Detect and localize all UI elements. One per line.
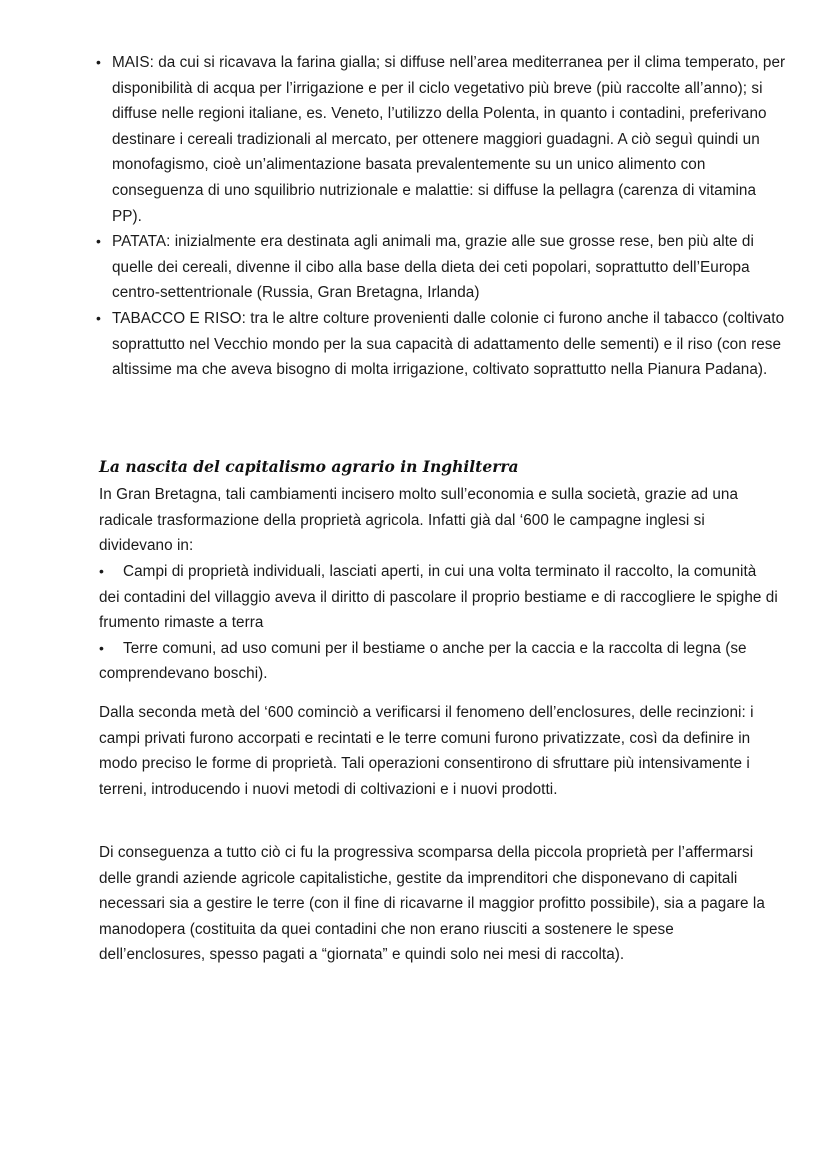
list-item-mais bbox=[98, 50, 788, 229]
list-item-terre-comuni bbox=[99, 636, 779, 687]
bullet-icon: • bbox=[99, 639, 104, 656]
list-item-campi bbox=[99, 559, 779, 636]
bullet-icon: • bbox=[96, 54, 101, 70]
list-item-text: PATATA: inizialmente era destinata agli animali ma, grazie alle sue grosse rese, ben più alte di quelle dei cereali, divenne il cibo alla base della dieta dei ceti popolari, soprattutto dell’Europa centro-settentrionale (Russia, Gran Bretagna, Irlanda) bbox=[112, 233, 754, 302]
list-item-text: Terre comuni, ad uso comuni per il bestiame o anche per la caccia e la raccolta di legna (se comprendevano boschi). bbox=[99, 639, 747, 683]
bullet-icon: • bbox=[99, 563, 104, 579]
bullet-icon: • bbox=[96, 309, 101, 326]
section-heading: La nascita del capitalismo agrario in Inghilterra bbox=[99, 457, 519, 476]
land-types-list bbox=[99, 559, 779, 687]
list-item-tabacco-riso bbox=[98, 306, 788, 383]
consequences-paragraph: Di conseguenza a tutto ciò ci fu la progressiva scomparsa della piccola proprietà per l’affermarsi delle grandi aziende agricole capitalistiche, gestite da imprenditori che disponevano di capitali necessari sia a gestire le terre (con il fine di ricavarne il maggior profitto possibile), sia a pagare la manodopera (costituita da quei contadini che non erano riusciti a sostenere le spese dell’enclosures, spesso pagati a “giornata” e quindi solo nei mesi di raccolta). bbox=[99, 844, 765, 964]
enclosures-paragraph: Dalla seconda metà del ‘600 cominciò a verificarsi il fenomeno dell’enclosures, delle recinzioni: i campi privati furono accorpati e recintati e le terre comuni furono privatizzate, così da definire in modo preciso le forme di proprietà. Tali operazioni consentirono di sfruttare più intensivamente i terreni, introducendo i nuovi metodi di coltivazioni e i nuovi prodotti. bbox=[99, 704, 754, 798]
list-item-text: MAIS: da cui si ricavava la farina gialla; si diffuse nell’area mediterranea per il clima temperato, per disponibilità di acqua per l’irrigazione e per il ciclo vegetativo più breve (più raccolte all’anno); si diffuse nelle regioni italiane, es. Veneto, l’utilizzo della Polenta, in quanto i contadini, preferivano destinare i cereali tradizionali al mercato, per ottenere maggiori guadagni. A ciò seguì quindi un monofagismo, cioè un’alimentazione basata prevalentemente su un unico alimento con conseguenza di uno squilibrio nutrizionale e malattie: si diffuse la pellagra (carenza di vitamina PP). bbox=[112, 54, 786, 225]
list-item-patata bbox=[98, 229, 788, 306]
crops-bullet-list bbox=[98, 50, 788, 383]
list-item-text: Campi di proprietà individuali, lasciati aperti, in cui una volta terminato il raccolto, la comunità dei contadini del villaggio aveva il diritto di pascolare il proprio bestiame e di raccogliere le spighe di frumento rimaste a terra bbox=[99, 563, 778, 632]
list-item-text: TABACCO E RISO: tra le altre colture provenienti dalle colonie ci furono anche il tabacco (coltivato soprattutto nel Vecchio mondo per la sua capacità di adattamento delle sementi) e il riso (con rese altissime ma che aveva bisogno di molta irrigazione, coltivato soprattutto nella Pianura Padana). bbox=[112, 309, 785, 379]
bullet-icon: • bbox=[96, 233, 101, 250]
intro-paragraph: In Gran Bretagna, tali cambiamenti incisero molto sull’economia e sulla società, grazie ad una radicale trasformazione della proprietà agricola. Infatti già dal ‘600 le campagne inglesi si dividevano in: bbox=[99, 486, 738, 555]
